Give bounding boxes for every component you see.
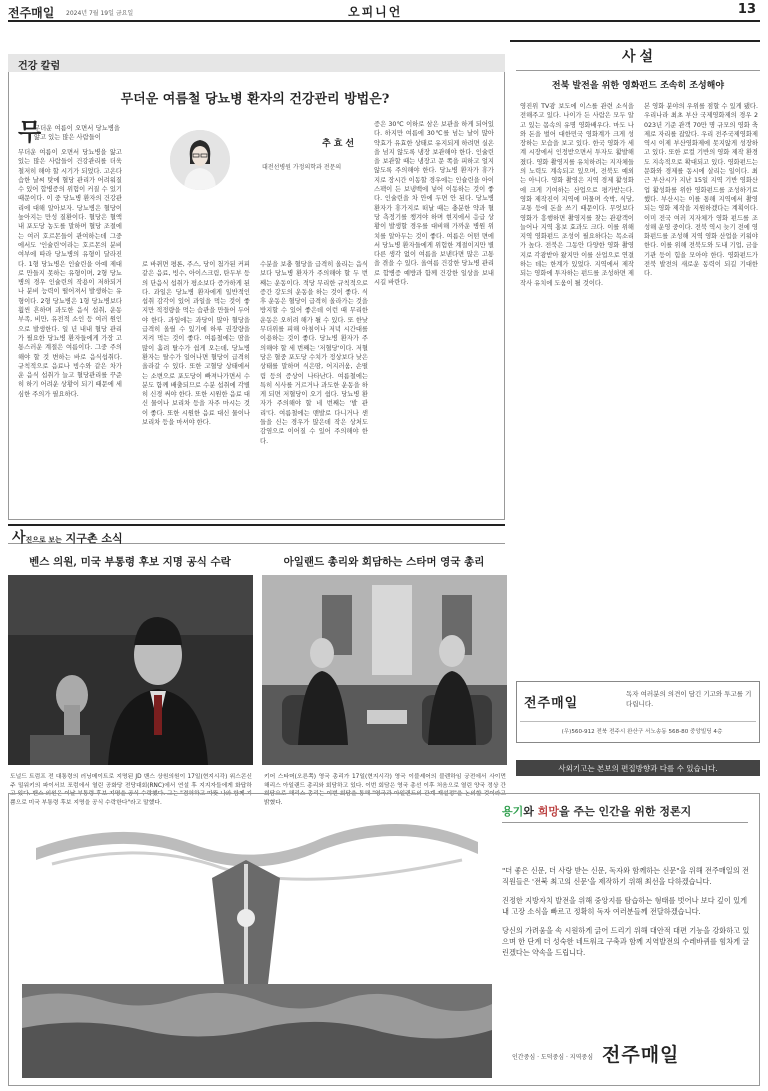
editorial-title: 전북 발전을 위한 영화펀드 조속히 조성해야 xyxy=(551,81,725,91)
news-caption-vance: 벤스 의원, 미국 부통령 후보 지명 공식 수락 xyxy=(29,556,231,568)
news-caption-starmer: 아일랜드 총리와 회담하는 스타머 영국 총리 xyxy=(283,556,485,568)
health-text-col4: 증은 30℃ 이하로 삼은 보관을 하게 되어있다. 하지만 여름에 30℃를 넘는 날이 많아 약효가 유효한 상태로 유지되게 하려면 실온을 넘지 않도록 냉장 보관해야 한다. 인슐린을 보관할 때는 냉장고 문 쪽을 피하고 얼지 않도록 주의해야 한다. 당뇨병 환자가 휴가지로 장시간 이동할 경우에는 인슐린을 아이스팩이 든 보냉백에 넣어 이동하는 것이 좋다. 인슐린을 차 안에 두면 안 된다. 당뇨병 환자가 휴가지로 떠날 때는 충분한 약과 혈당 측정기를 챙겨야 하며 현지에서 응급 상황이 발생할 경우를 대비해 가까운 병원 위치를 알아두는 것이 좋다. 여름은 어떤 면에서 당뇨병 환자들에게 위험한 계절이지만 별다른 생각 없이 여름을 보낸다면 많은 고통을 겪을 수 있다. 올여름 건강한 당뇨병 관리로 합병증 예방과 함께 건강한 일상을 보내시길 바란다. xyxy=(374,121,494,287)
promo-paragraph-1: "더 좋은 신문, 더 사랑 받는 신문, 독자와 함께하는 신문"을 위해 전주매일의 전 직원들은 '전북 최고의 신문'을 제작하기 위해 최선을 다하겠습니다. xyxy=(502,866,749,886)
starmer-photo xyxy=(262,575,507,765)
health-text-col3: 수분을 보충 혈당을 급격히 올리는 음식보다 당뇨병 환자가 주의해야 할 두 번째는 운동이다. 적당 무리한 규칙적으로 증간 강도의 운동을 하는 것이 좋다. 식후 운동은 혈당이 급격히 올라가는 것을 방지할 수 있어 좋은데 이런 때 무리한 운동은 오히려 해가 될 수 있다. 또 한낮 무더위를 피해 아침이나 저녁 시간대를 이용하는 것이 좋다. 당뇨병 환자가 주의해야 할 세 번째는 '저혈당'이다. 저혈당은 혈중 포도당 수치가 정상보다 낮은 상태를 말하며 식은땀, 어지러움, 손떨림 등의 증상이 나타난다. 여름철에는 특히 식사를 거르거나 과도한 운동을 하게 되면 저혈당이 오기 쉽다. 당뇨병 환자가 주의해야 할 네 번째는 '발 관리'다. 여름철에는 맨발로 다니거나 샌들을 신는 경우가 많은데 작은 상처도 감염으로 이어질 수 있어 주의해야 한다. xyxy=(260,261,368,445)
leaders-meeting-icon xyxy=(262,575,507,765)
health-text-lead: 무더운 여름이 오면서 당뇨병을 앓고 있는 많은 사람들이 xyxy=(34,125,120,142)
world-news-label: 사진으로 보는 지구촌 소식 xyxy=(12,530,123,546)
health-text-col1: 무더운 여름이 오면서 당뇨병을 앓고 있는 많은 사람들이 건강관리를 더욱 철저히 해야 할 시기가 되었다. 고온다습한 날씨 탓에 혈당 관리가 어려워질 수 있어 합병증의 위험이 커질 수 있기 때문이다. 이 중 당뇨병 환자의 건강관리에 대해 알아보자. 당뇨병은 혈당이 높아지는 만성 질환이다. 혈당은 혈액 내 포도당 농도를 말하며 혈당 조절에는 여러 호르몬들이 관여하는데 그중에서도 '인슐린'이라는 호르몬의 분비 여부에 따라 당뇨병의 유형이 달라진다. 1형 당뇨병은 인슐린을 아예 제대로 만들지 못하는 유형이며, 2형 당뇨병의 경우 인슐린의 작용이 저하되거나 분비 능력이 떨어져서 발생하는 유형이다. 2형 당뇨병은 1형 당뇨병보다 훨씬 흔하며 과도한 음식 섭취, 운동 부족, 비만, 유전적 소인 등 여러 원인으로 발생한다. 일 년 내내 혈당 관리가 필요한 당뇨병 환자들에게 가장 고통스러운 계절은 여름이다. 그중 주의해야 할 것 변하는 바로 음식섭취다. 규칙적으로 음료나 빙수와 같은 차가운 음식 섭취가 늘고 혈당관리를 꾸준히 하기 어려운 상황이 되기 때문에 세심한 주의가 필요하다. xyxy=(18,149,122,398)
ad-divider xyxy=(520,721,756,722)
editorial-text-col1: 영진위 TV광 보도에 이스를 관련 소식을 전해주고 있다. 나이가 든 사람은 모두 알고 있는 몸속의 유명 영화배우다. 마도 나와 돈을 벌어 대한민국 영화계가 크게 성장하는 모습을 보고 있다. 한국 영화가 세계 시장에서 인정받으면서 투자도 활발해졌다. 영화 촬영지를 유치하려는 지자체들의 노력도 계속되고 있으며, 전북도 예외는 아니다. 영화 촬영은 지역 경제 활성화에 크게 기여하는 산업으로 평가받는다. 영화 제작진이 지역에 머물며 숙박, 식당, 교통 등에 돈을 쓰기 때문이다. 무엇보다 영화가 흥행하면 촬영지를 찾는 관광객이 늘어나 지역 홍보 효과도 크다. 이를 위해 지역 영화펀드 조성이 필요하다는 목소리가 높다. 전북은 그동안 다양한 영화 촬영지로 각광받아 왔지만 이를 산업으로 연결하는 데는 한계가 있었다. 지역에서 제작되는 영화에 투자하는 펀드를 조성하면 제작사 유치에 도움이 될 것이다. xyxy=(520,103,634,287)
ad-address: (우)560-912 전북 전주시 완산구 서노송동 568-80 중앙빌딩 4층 xyxy=(561,729,723,735)
promo-title: 용기와 희망을 주는 인간을 위한 정론지 xyxy=(502,805,692,818)
vance-description: 도널드 트럼프 전 대통령의 러닝메이트로 지명된 JD 밴스 상원의원이 17일(현지시각) 위스콘신주 밀워키의 파이서브 포럼에서 열린 공화당 전당대회(RNC)에서 연설 후 지지자들에게 화답하고 있다. 밴스 의원은 이날 부통령 후보 지명을 공식 수락했다. 그는 "겸허하고 따뜻 나와 함께 기쁨으로 미국 부통령 후보 지명을 공식 수락한다"라고 말했다. xyxy=(10,774,252,806)
promo-body xyxy=(502,865,754,966)
editorial-divider xyxy=(516,70,760,71)
ad-text: 독자 여러분의 의견이 담긴 기고와 투고를 기다립니다. xyxy=(626,690,752,708)
promo-paragraph-3: 당신의 가려움을 속 시원하게 긁어 드리기 위해 대안적 대편 기능을 강화하고 있으며 한 단계 더 성숙한 네트워크 구축과 함께 지역발전의 수레바퀴를 힘차게 굴린겠다는 약속을 드립니다. xyxy=(502,926,750,957)
editorial-text-col2: 본 영화 분야의 우위를 점할 수 있게 됐다. 우리나라 최초 부산 국제영화제의 경우 2023년 기준 관객 70만 명 규모의 영화 축제로 자리를 잡았다. 우리 전주국제영화제 역시 이제 부산영화제에 못지않게 성장하고 있다. 또한 로컬 기반의 영화 제작 환경도 지속적으로 확대되고 있다. 영화펀드는 문화와 경제를 동시에 살리는 일이다. 최근 부산시가 지난 15일 지역 기반 영화산업 활성화를 위한 영화펀드를 조성하기로 했다. 부산시는 이를 통해 지역에서 촬영되는 영화 제작을 지원하겠다는 계획이다. 이미 전국 여러 지자체가 영화 펀드를 조성해 운영 중이다. 전북 역시 늦기 전에 영화펀드를 조성해 지역 영화 산업을 키워야 한다. 이를 위해 전북도와 도내 기업, 금융기관 등이 힘을 모아야 한다. 영화펀드가 전북 발전의 새로운 동력이 되길 기대한다. xyxy=(644,103,758,278)
pen-nib-lighthouse-icon xyxy=(22,808,492,1078)
author-photo xyxy=(170,130,230,190)
promo-paragraph-2: 진정한 지방자치 발전을 위해 중앙지를 탐습하는 형태를 벗어나 보다 깊이 있게 내 고장 소식을 빠르고 정확히 독자 여러분들께 전달하겠습니다. xyxy=(502,896,748,916)
health-column-title: 무더운 여름철 당뇨병 환자의 건강관리 방법은? xyxy=(120,92,390,107)
vance-photo xyxy=(8,575,253,765)
newspaper-brand: 전주매일 xyxy=(8,6,55,20)
editorial-head: 사설 xyxy=(622,49,658,65)
section-title: 오피니언 xyxy=(348,5,403,19)
starmer-description: 키어 스타머(오른쪽) 영국 총리가 17일(현지시각) 영국 이블셰어의 블렌하임 궁전에서 사이먼 해리스 아일랜드 총리와 회담하고 있다. 이번 회담은 영국 총선 이후 처음으로 열린 양국 정상 간 회담으로 해리스 총리는 이번 회담을 통해 "영국과 아일랜드의 관계 재설정"을 논의할 것이라고 밝혔다. xyxy=(264,774,506,806)
page-header xyxy=(8,0,760,22)
health-column-label: 건강 칼럼 xyxy=(8,54,505,72)
author-affiliation: 대전선병원 가정의학과 전문의 xyxy=(262,164,342,171)
promo-slogan: 인간중심 · 도덕중심 · 지역중심 xyxy=(512,1054,593,1061)
promo-divider xyxy=(502,822,748,823)
page-number: 13 xyxy=(737,2,756,17)
author-name: 추효선 xyxy=(322,139,358,149)
drop-cap: 무 xyxy=(18,117,42,146)
health-text-col2: 로 바뀌면 평론, 주스, 당이 첨가된 커피 같은 음료, 빙수, 아이스크림, 탄두부 등의 단음식 섭취가 평소보다 증가하게 된다. 과일은 당뇨병 환자에게 일반적인 섭취 감각이 있어 과일을 먹는 것이 좋지만 적정량을 먹는 습관을 만들어 두어야 한다. 과일에는 과당이 많아 혈당을 급격히 올릴 수 있기에 하루 권장량을 지켜 먹는 것이 좋다. 여름철에는 땀을 많이 흘려 탈수가 쉽게 오는데, 당뇨병 환자는 탈수가 일어나면 혈당이 급격히 올라갈 수 있다. 또한 고혈당 상태에서는 소변으로 포도당이 빠져나가면서 수분도 함께 배출되므로 수분 섭취에 각별히 신경 써야 한다. 또한 시원한 음료 대신 물이나 보리차 등을 자주 마시는 것이 좋다. 또한 시원한 음료 대신 물이나 보리차 등을 마셔야 한다. xyxy=(142,261,250,427)
author-portrait-icon xyxy=(170,130,230,190)
ad-brand: 전주매일 xyxy=(524,696,579,711)
vance-speaker-icon xyxy=(8,575,253,765)
contribution-notice: 사외기고는 본보의 편집방향과 다를 수 있습니다. xyxy=(516,760,760,776)
promo-illustration xyxy=(22,808,492,1078)
issue-date: 2024년 7월 19일 금요일 xyxy=(66,10,134,17)
promo-brand: 전주매일 xyxy=(602,1044,680,1066)
